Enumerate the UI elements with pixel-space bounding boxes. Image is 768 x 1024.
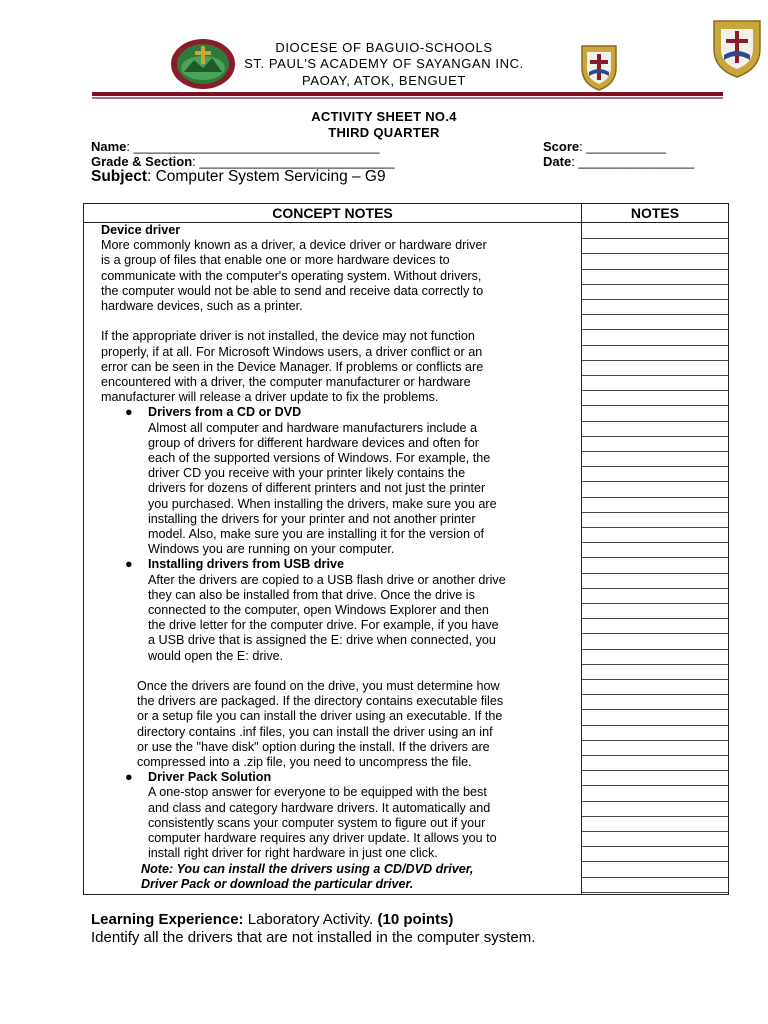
- learning-experience: Learning Experience: Laboratory Activity. (10 points) Identify all the drivers that are not installed in the computer system.: [91, 911, 536, 946]
- notes-rule-line: [582, 801, 728, 802]
- notes-rule-line: [582, 892, 728, 893]
- notes-rule-line: [582, 329, 728, 330]
- notes-rule-line: [582, 466, 728, 467]
- driver-conflict-paragraph: If the appropriate driver is not installed, the device may not function properly, if at all. For Microsoft Windows users, a driver conflict or an error can be seen in the Device Manager. If problems or conflicts are encountered with a driver, the computer manufacturer or hardware manufacturer will release a driver update to fix the problems.: [101, 329, 484, 405]
- bullet-icon: ●: [125, 405, 133, 420]
- notes-rule-line: [582, 649, 728, 650]
- concept-notes-header: CONCEPT NOTES: [272, 205, 393, 221]
- notes-rule-line: [582, 633, 728, 634]
- concept-notes-table: [83, 203, 729, 895]
- notes-rule-line: [582, 512, 728, 513]
- notes-rule-line: [582, 436, 728, 437]
- notes-rule-line: [582, 451, 728, 452]
- notes-header: NOTES: [630, 205, 680, 221]
- notes-rule-line: [582, 238, 728, 239]
- install-note: Note: You can install the drivers using a CD/DVD driver, Driver Pack or download the particular driver.: [141, 861, 474, 891]
- grade-section-field[interactable]: Grade & Section: ___________________________: [91, 154, 395, 169]
- notes-rule-line: [582, 740, 728, 741]
- notes-rule-line: [582, 527, 728, 528]
- notes-rule-line: [582, 831, 728, 832]
- academy-address: PAOAY, ATOK, BENGUET: [302, 73, 466, 88]
- notes-rule-line: [582, 755, 728, 756]
- notes-rule-line: [582, 345, 728, 346]
- notes-rule-line: [582, 603, 728, 604]
- bullet-usb-drive-text: After the drivers are copied to a USB flash drive or another drive they can also be installed from that drive. Once the drive is connected to the computer, open Windows Explorer and then the drive letter for the computer drive. For example, if you have a USB drive that is assigned the E: drive when connected, you would open the E: drive.: [148, 572, 506, 663]
- activity-title: ACTIVITY SHEET NO.4: [311, 109, 457, 124]
- notes-rule-line: [582, 816, 728, 817]
- notes-rule-line: [582, 770, 728, 771]
- notes-rule-line: [582, 679, 728, 680]
- notes-rule-line: [582, 846, 728, 847]
- notes-rule-line: [582, 269, 728, 270]
- notes-rule-line: [582, 360, 728, 361]
- notes-rule-line: [582, 618, 728, 619]
- notes-rule-line: [582, 390, 728, 391]
- notes-rule-line: [582, 542, 728, 543]
- intro-paragraph: More commonly known as a driver, a device driver or hardware driver is a group of files that enable one or more hardware devices to communicate with the computer's operating system. Without drivers, the computer would not be able to send and receive data correctly to hardware devices, such as a printer.: [101, 238, 487, 314]
- header-rule: [92, 92, 723, 96]
- notes-rule-line: [582, 421, 728, 422]
- bullet-cd-dvd-text: Almost all computer and hardware manufacturers include a group of drivers for different hardware devices and often for each of the supported versions of Windows. For example, the driver CD you receive with your printer likely contains the drivers for dozens of different printers and not just the printer you purchased. When installing the drivers, make sure you are installing the drivers for your printer and not another printer model. Also, make sure you are installing it for the version of Windows you are running on your computer.: [148, 420, 497, 557]
- bullet-driver-pack: ● Driver Pack Solution: [125, 770, 272, 785]
- date-field[interactable]: Date: ________________: [543, 154, 695, 169]
- subject-line: Subject: Computer System Servicing – G9: [91, 168, 386, 185]
- device-driver-heading: Device driver: [101, 223, 181, 237]
- notes-rule-line: [582, 375, 728, 376]
- notes-rule-line: [582, 785, 728, 786]
- notes-rule-line: [582, 299, 728, 300]
- academy-name: ST. PAUL'S ACADEMY OF SAYANGAN INC.: [244, 56, 524, 71]
- diocese-name: DIOCESE OF BAGUIO-SCHOOLS: [275, 40, 493, 55]
- notes-rule-line: [582, 664, 728, 665]
- notes-column[interactable]: [582, 223, 728, 894]
- notes-rule-line: [582, 481, 728, 482]
- notes-rule-line: [582, 557, 728, 558]
- activity-quarter: THIRD QUARTER: [328, 125, 440, 140]
- notes-rule-line: [582, 588, 728, 589]
- bullet-cd-dvd: ● Drivers from a CD or DVD: [125, 405, 302, 420]
- notes-rule-line: [582, 497, 728, 498]
- notes-rule-line: [582, 314, 728, 315]
- bullet-icon: ●: [125, 557, 133, 572]
- notes-rule-line: [582, 877, 728, 878]
- notes-rule-line: [582, 253, 728, 254]
- notes-rule-line: [582, 573, 728, 574]
- packaging-paragraph: Once the drivers are found on the drive, you must determine how the drivers are packaged. If the directory contains executable files or a setup file you can install the driver using an executable. If the directory contains .inf files, you can install the driver using an inf or use the "have disk" option during the install. If the drivers are compressed into a .zip file, you need to uncompress the file.: [137, 679, 504, 770]
- bullet-usb-drive: ● Installing drivers from USB drive: [125, 557, 344, 572]
- notes-rule-line: [582, 284, 728, 285]
- notes-rule-line: [582, 405, 728, 406]
- name-field[interactable]: Name: __________________________________: [91, 139, 380, 154]
- learning-instruction: Identify all the drivers that are not installed in the computer system.: [91, 929, 536, 946]
- notes-rule-line: [582, 709, 728, 710]
- header-rule-thin: [92, 97, 723, 99]
- notes-rule-line: [582, 694, 728, 695]
- notes-rule-line: [582, 861, 728, 862]
- bullet-icon: ●: [125, 770, 133, 785]
- notes-rule-line: [582, 725, 728, 726]
- concept-notes-content: [101, 223, 571, 892]
- score-field[interactable]: Score: ___________: [543, 139, 666, 154]
- bullet-driver-pack-text: A one-stop answer for everyone to be equipped with the best and class and category hardware drivers. It automatically and consistently scans your computer system to figure out if your computer hardware requires any driver update. It allows you to install right driver for right hardware in just one click.: [148, 785, 497, 861]
